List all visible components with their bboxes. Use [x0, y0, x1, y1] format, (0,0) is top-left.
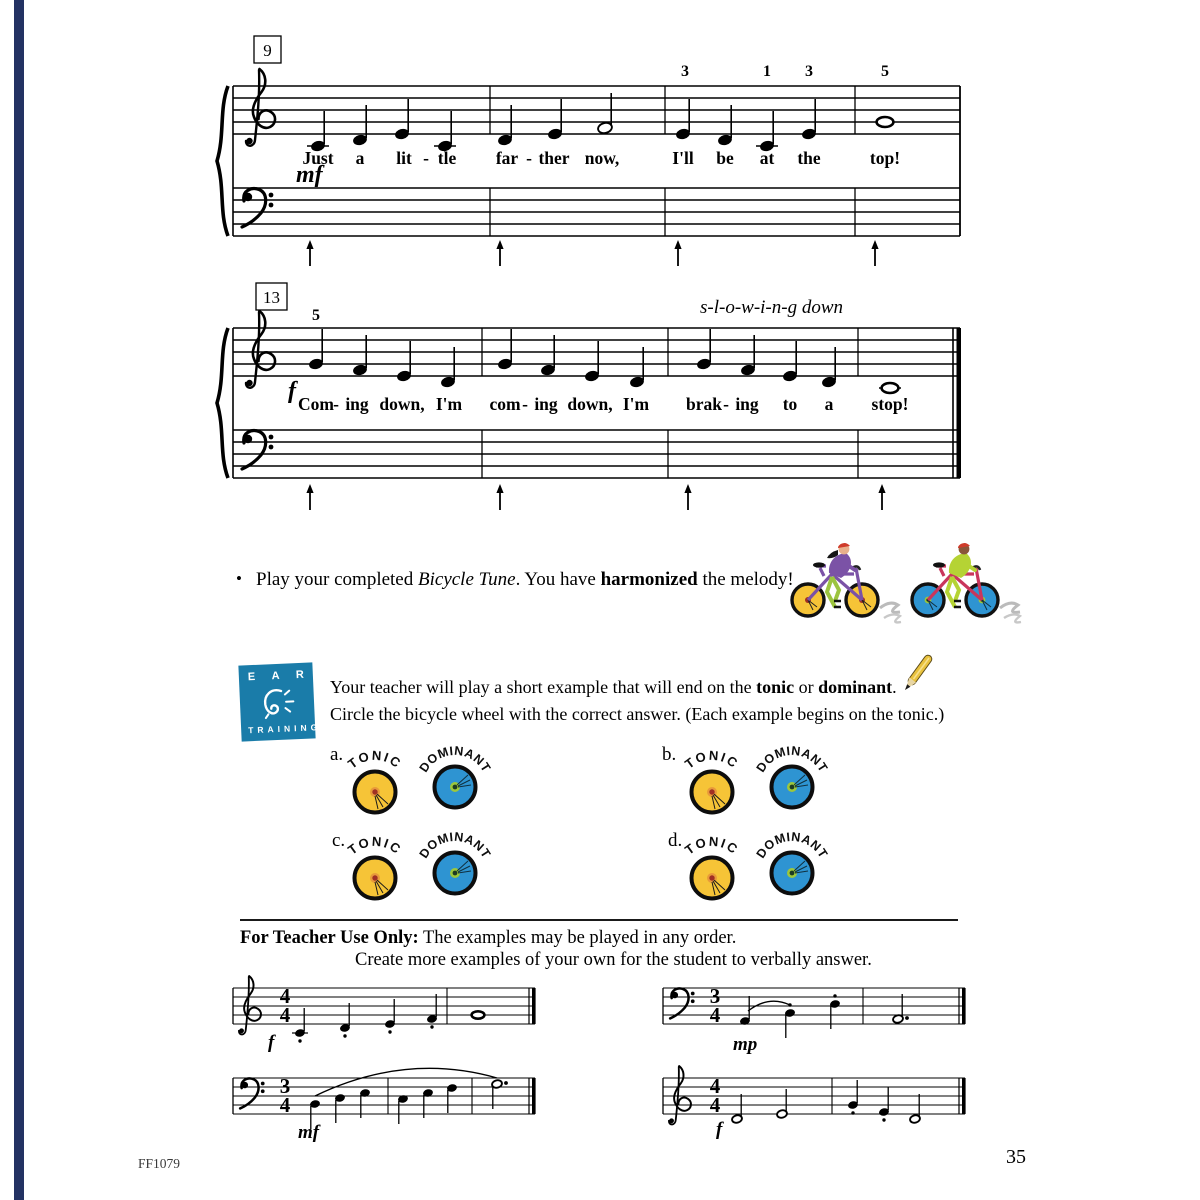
harmony-arrow [674, 240, 681, 266]
teacher-use-line-1: For Teacher Use Only: The examples may be played in any order. [240, 928, 737, 948]
note [776, 1089, 787, 1119]
catalog-number: FF1079 [138, 1156, 181, 1171]
note [339, 1003, 350, 1038]
svg-text:DOMINANT: DOMINANT [753, 829, 831, 861]
note [756, 111, 778, 153]
answer-item-label-d: d. [668, 830, 683, 851]
svg-text:DOMINANT: DOMINANT [753, 743, 831, 775]
ear-training-badge-word: TRAINING [247, 722, 322, 736]
bicycle-illustration-blue-wheels [900, 528, 1022, 628]
lyric-syllable: - [522, 394, 528, 414]
measure-number: 13 [263, 288, 280, 307]
lyric-syllable: - [333, 394, 339, 414]
harmony-arrow [871, 240, 878, 266]
lyric-syllable: - [723, 394, 729, 414]
time-signature: 4 [709, 1093, 721, 1117]
dynamic-marking: mf [298, 1122, 320, 1143]
tempo-text: s-l-o-w-i-n-g down [700, 297, 844, 318]
note [446, 1083, 457, 1113]
lyric-syllable: now, [584, 148, 620, 168]
teacher-example-4 [663, 1066, 966, 1140]
treble-clef [669, 1066, 691, 1124]
note [739, 996, 750, 1026]
harmony-arrow [496, 240, 503, 266]
slur [315, 1068, 497, 1096]
note [629, 347, 645, 389]
note [292, 1008, 308, 1043]
lyric-syllable: at [759, 148, 775, 168]
note [584, 341, 600, 383]
note [396, 341, 412, 383]
lyric-syllable: stop! [871, 394, 909, 414]
divider-line [240, 919, 958, 921]
finger-number: 5 [881, 63, 889, 80]
svg-text:TONIC: TONIC [682, 747, 742, 772]
treble-clef [239, 976, 261, 1034]
music-system-9 [217, 36, 960, 266]
play-instruction [236, 566, 856, 593]
svg-text:DOMINANT: DOMINANT [416, 829, 494, 861]
lyric-syllable: Com [298, 394, 334, 414]
teacher-examples [0, 970, 1200, 1170]
svg-text:TONIC: TONIC [682, 833, 742, 858]
note [696, 329, 712, 371]
note [877, 117, 894, 127]
harmony-arrow [684, 484, 691, 510]
ear-training-badge [238, 662, 322, 741]
lyric-syllable: ing [534, 394, 558, 414]
dynamic-marking: mp [733, 1034, 758, 1055]
note [472, 1011, 485, 1018]
note [597, 93, 613, 135]
note [352, 335, 368, 377]
note [384, 999, 395, 1034]
note [497, 329, 513, 371]
lyric-syllable: top! [869, 148, 901, 168]
time-signature: 3 [709, 984, 721, 1008]
lyric-syllable: to [782, 394, 798, 414]
note [397, 1094, 408, 1124]
lyric-syllable: I'll [672, 148, 694, 168]
lyric-syllable: lit [396, 148, 412, 168]
note [540, 335, 556, 377]
time-signature: 4 [279, 984, 291, 1008]
note [740, 335, 756, 377]
teacher-use-line-2: Create more examples of your own for the student to verbally answer. [355, 949, 872, 970]
dynamic-marking: f [288, 378, 296, 404]
lyric-syllable: ing [345, 394, 369, 414]
note [352, 105, 368, 147]
note [801, 99, 817, 141]
measure-number: 9 [263, 41, 272, 60]
ear-training-badge-letters: E A R [247, 668, 305, 684]
note [909, 1094, 920, 1124]
note [892, 994, 909, 1024]
note [879, 383, 901, 393]
lyric-syllable: ther [538, 148, 570, 168]
note [821, 347, 837, 389]
harmony-arrow [878, 484, 885, 510]
time-signature: 4 [709, 1074, 721, 1098]
note [440, 347, 456, 389]
note [784, 1003, 795, 1038]
answer-item-label-a: a. [330, 744, 344, 765]
play-instruction-text: Play your completed Bicycle Tune. You have harmonized the melody! [256, 569, 794, 590]
teacher-example-2 [663, 984, 966, 1055]
time-signature: 4 [279, 1093, 291, 1117]
lyric-syllable: ing [735, 394, 759, 414]
finger-number: 3 [805, 63, 813, 80]
note [675, 99, 691, 141]
note [547, 99, 563, 141]
lyric-syllable: the [797, 148, 821, 168]
svg-text:TONIC: TONIC [345, 747, 405, 772]
note [308, 329, 324, 371]
note [434, 111, 456, 153]
note [878, 1087, 889, 1122]
lyric-syllable: I'm [435, 394, 463, 414]
dominant-wheel-d[interactable] [742, 815, 842, 911]
lyric-syllable: I'm [622, 394, 650, 414]
teacher-use-note [240, 928, 872, 971]
lyric-syllable: far [495, 148, 519, 168]
finger-number: 5 [312, 307, 320, 324]
lyric-syllable: be [716, 148, 734, 168]
answer-item-label-b: b. [662, 744, 677, 765]
lyric-syllable: brak [686, 394, 722, 414]
bass-clef [242, 189, 273, 227]
dominant-wheel-c[interactable] [405, 815, 505, 911]
ear-training-line-1: Your teacher will play a short example that will end on the tonic or dominant. [330, 677, 897, 697]
teacher-example-3 [233, 1068, 536, 1143]
lyric-syllable: a [355, 148, 365, 168]
note [307, 111, 329, 153]
bass-clef [240, 1078, 264, 1108]
harmony-arrow [306, 484, 313, 510]
lyric-syllable: down, [567, 394, 613, 414]
time-signature: 4 [709, 1003, 721, 1027]
finger-number: 1 [763, 63, 771, 80]
lyric-syllable: Just [302, 148, 334, 168]
bullet-icon: • [236, 569, 242, 588]
music-system-13 [217, 283, 961, 510]
ear-training-line-2: Circle the bicycle wheel with the correct answer. (Each example begins on the tonic.) [330, 703, 945, 724]
dynamic-marking: f [268, 1032, 275, 1053]
bass-clef [670, 988, 694, 1018]
lyric-syllable: - [526, 148, 532, 168]
note [847, 1080, 858, 1115]
lyric-syllable: com [489, 394, 521, 414]
bicycle-illustration-yellow-wheels [780, 528, 902, 628]
note [394, 99, 410, 141]
grand-staff-brace [217, 86, 228, 236]
svg-text:DOMINANT: DOMINANT [416, 743, 494, 775]
note [782, 341, 798, 383]
dominant-wheel-b[interactable] [742, 729, 842, 825]
harmony-arrow [496, 484, 503, 510]
time-signature: 4 [279, 1003, 291, 1027]
harmony-arrow [306, 240, 313, 266]
bass-clef [242, 431, 273, 469]
note [497, 105, 513, 147]
ear-training-instructions [330, 674, 980, 727]
lyric-syllable: down, [379, 394, 425, 414]
ear-icon [254, 682, 300, 724]
lyric-syllable: tle [437, 148, 457, 168]
answer-item-label-c: c. [332, 830, 346, 851]
grand-staff-systems [0, 0, 1200, 540]
dynamic-marking: f [716, 1119, 723, 1140]
dynamic-marking: mf [296, 162, 323, 188]
teacher-example-1 [233, 976, 536, 1053]
finger-number: 3 [681, 63, 689, 80]
lyric-syllable: - [423, 148, 429, 168]
svg-text:TONIC: TONIC [345, 833, 405, 858]
dominant-wheel-a[interactable] [405, 729, 505, 825]
grand-staff-brace [217, 328, 228, 478]
lyric-syllable: a [824, 394, 834, 414]
note [717, 105, 733, 147]
page-number: 35 [1006, 1146, 1026, 1168]
time-signature: 3 [279, 1074, 291, 1098]
note [334, 1093, 345, 1123]
pencil-icon [898, 652, 938, 696]
note [731, 1094, 742, 1124]
